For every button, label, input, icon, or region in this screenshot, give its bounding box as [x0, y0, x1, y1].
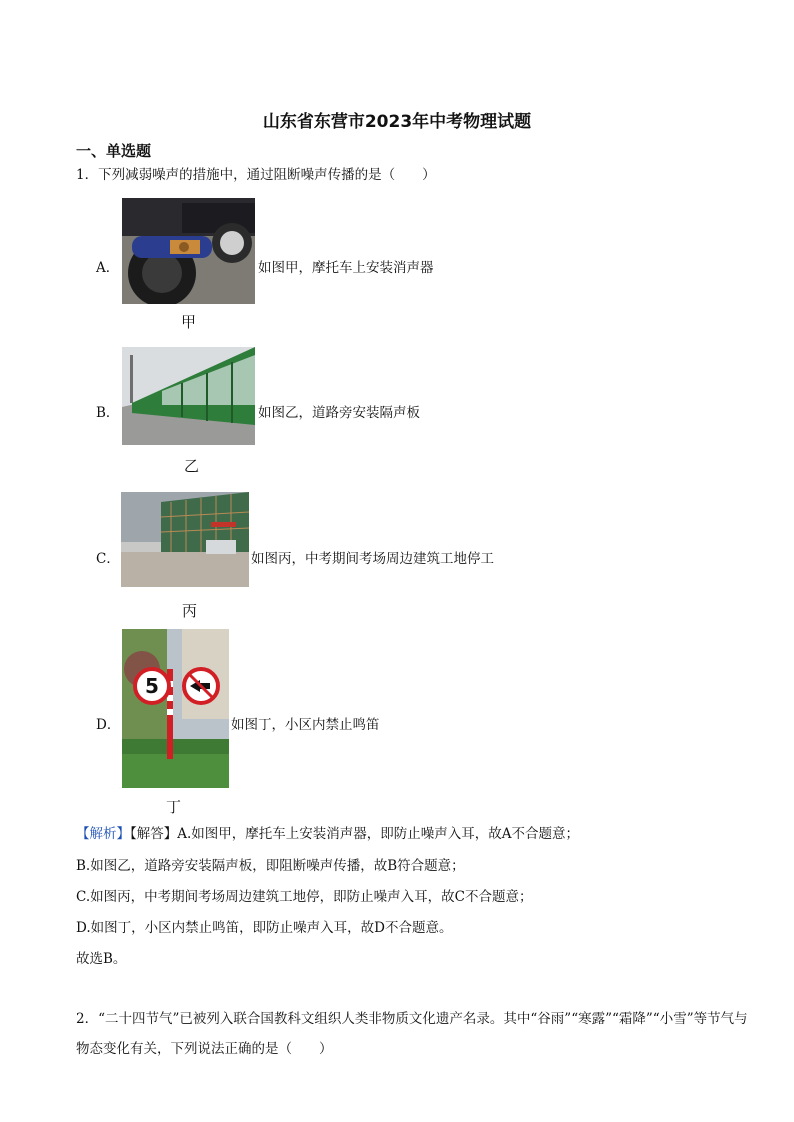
answer-line-4: D.如图丁，小区内禁止鸣笛，即防止噪声入耳，故D不合题意。 — [76, 920, 453, 936]
option-b-label: B． — [96, 405, 120, 421]
option-a-caption: 甲 — [181, 313, 197, 331]
answer-line-1 — [76, 822, 579, 842]
construction-site-image — [121, 492, 249, 587]
option-b-text: 如图乙，道路旁安装隔声板 — [258, 405, 420, 421]
question-2-stem: 2．“二十四节气”已被列入联合国教科文组织人类非物质文化遗产名录。其中“谷雨”“寒露”“霜降”“小雪”等节气与物态变化有关，下列说法正确的是（ ） — [76, 1011, 748, 1057]
option-a-text: 如图甲，摩托车上安装消声器 — [258, 260, 434, 276]
speed-limit-number: 5 — [145, 674, 159, 698]
answer-line-5: 故选B。 — [76, 951, 127, 967]
motorcycle-muffler-image — [122, 198, 255, 304]
option-a-label: A． — [96, 260, 120, 276]
option-c-label: C． — [96, 551, 120, 567]
option-d-caption: 丁 — [166, 798, 182, 816]
analysis-tag: 【解析】 — [76, 826, 130, 842]
no-horn-sign-image — [122, 629, 229, 788]
answer-line-2: B.如图乙，道路旁安装隔声板，即阻断噪声传播，故B符合题意； — [76, 858, 465, 874]
answer-line-1-text: 【解答】A.如图甲，摩托车上安装消声器，即防止噪声入耳，故A不合题意； — [130, 826, 580, 842]
option-d-label: D． — [96, 717, 121, 733]
option-d-text: 如图丁，小区内禁止鸣笛 — [231, 717, 380, 733]
page-title: 山东省东营市2023年中考物理试题 — [262, 112, 532, 132]
question-1-stem: 1．下列减弱噪声的措施中，通过阻断噪声传播的是（ ） — [76, 167, 436, 183]
option-c-caption: 丙 — [182, 602, 198, 620]
option-c-text: 如图丙，中考期间考场周边建筑工地停工 — [251, 551, 494, 567]
sound-barrier-image — [122, 347, 255, 445]
option-b-caption: 乙 — [184, 457, 200, 475]
answer-line-3: C.如图丙，中考期间考场周边建筑工地停，即防止噪声入耳，故C不合题意； — [76, 889, 533, 905]
section-heading: 一、单选题 — [76, 142, 152, 160]
